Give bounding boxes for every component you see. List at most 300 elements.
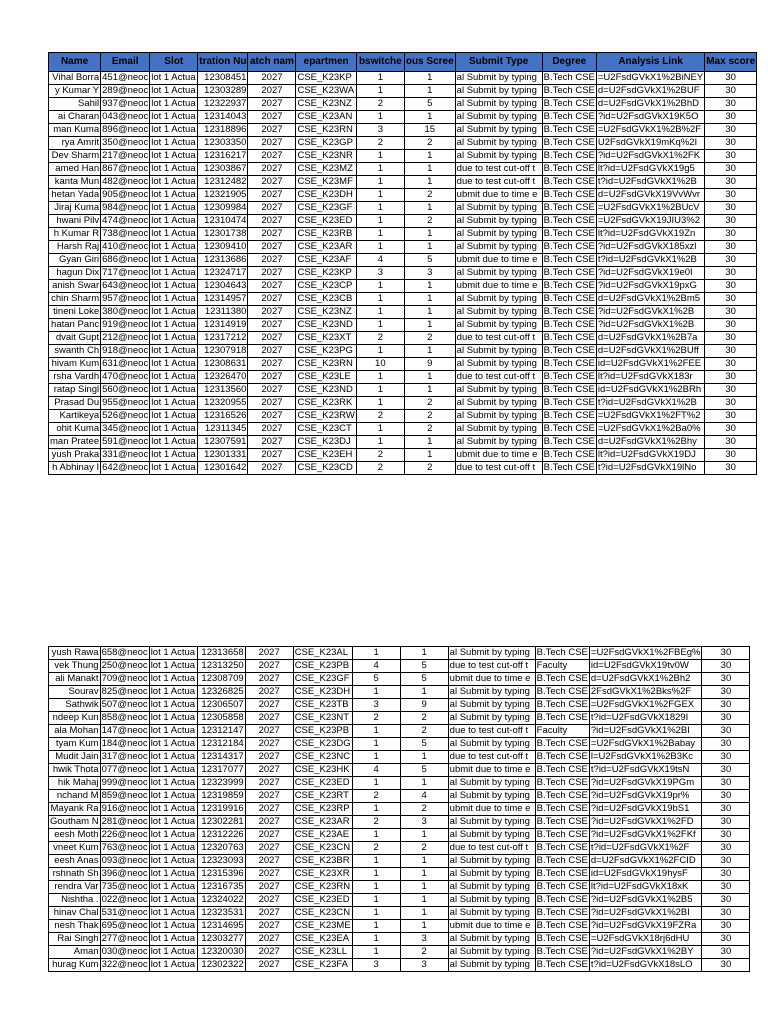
table-cell[interactable]: 1 — [400, 829, 448, 842]
table-cell[interactable]: 317@neoc — [101, 751, 148, 762]
table-cell[interactable]: B.Tech CSE — [543, 72, 595, 83]
table-cell[interactable]: 289@neoc — [102, 85, 149, 96]
table-cell[interactable]: 12311380 — [198, 306, 248, 319]
table-cell[interactable]: 1 — [352, 920, 400, 933]
table-cell[interactable]: 2027 — [245, 868, 293, 881]
table-cell[interactable]: 1 — [352, 647, 400, 660]
table-cell[interactable]: =U2FsdGVkX1%2BiNEY — [597, 72, 704, 83]
table-cell[interactable]: t?id=U2FsdGVkX1%2B — [596, 176, 704, 189]
table-cell[interactable]: CSE_K23BR — [293, 855, 352, 868]
table-row[interactable] — [49, 163, 757, 176]
table-cell[interactable]: 2027 — [248, 228, 296, 241]
table-cell[interactable]: lot 1 Actua — [150, 319, 198, 332]
table-cell[interactable]: 717@neoc — [102, 267, 149, 278]
table-cell[interactable]: 12318896 — [198, 124, 248, 137]
table-cell[interactable]: lot 1 Actua — [150, 462, 198, 475]
table-cell[interactable]: 410@neoc — [102, 241, 149, 252]
column-header[interactable]: tration Nu — [198, 53, 248, 72]
table-cell[interactable]: CSE_K23PB — [293, 725, 352, 738]
table-cell[interactable]: 735@neoc — [101, 881, 148, 892]
table-cell[interactable]: lot 1 Actua — [150, 98, 198, 111]
table-cell[interactable]: eesh Anas — [49, 855, 101, 868]
table-cell[interactable]: 277@neoc — [101, 933, 148, 944]
table-cell[interactable]: 1 — [352, 725, 400, 738]
table-cell[interactable]: dvait Gupt — [49, 332, 101, 345]
table-cell[interactable]: lot 1 Actua — [149, 699, 197, 712]
table-cell[interactable]: 631@neoc — [102, 358, 149, 369]
table-cell[interactable]: 1 — [404, 280, 455, 293]
table-cell[interactable]: 1 — [404, 163, 455, 176]
table-cell[interactable]: 709@neoc — [101, 673, 148, 684]
table-row[interactable] — [49, 462, 757, 475]
table-cell[interactable]: B.Tech CSE — [543, 124, 595, 135]
table-cell[interactable]: 226@neoc — [101, 829, 148, 840]
table-cell[interactable]: 1 — [404, 319, 455, 332]
table-cell[interactable]: ubmit due to time e — [455, 449, 542, 462]
table-cell[interactable]: man Pratee — [50, 436, 100, 447]
table-cell[interactable]: 1 — [356, 150, 404, 163]
table-cell[interactable]: CSE_K23DH — [296, 189, 356, 202]
table-row[interactable] — [49, 124, 757, 137]
table-cell[interactable]: 30 — [702, 686, 750, 699]
table-cell[interactable]: ubmit due to time e — [448, 764, 535, 777]
table-cell[interactable]: 30 — [702, 803, 750, 816]
table-cell[interactable]: kanta Mun — [49, 176, 101, 189]
table-cell[interactable]: lot 1 Actua — [149, 712, 197, 725]
table-cell[interactable]: B.Tech CSE — [536, 855, 588, 866]
table-cell[interactable]: 1 — [352, 751, 400, 764]
table-cell[interactable]: 2 — [400, 842, 448, 855]
table-cell[interactable]: 1 — [404, 202, 455, 215]
table-cell[interactable]: 2027 — [245, 673, 293, 686]
table-cell[interactable]: lt?id=U2FsdGVkX19Zn — [596, 228, 704, 241]
table-cell[interactable]: 1 — [356, 189, 404, 202]
table-cell[interactable]: al Submit by typing — [455, 345, 542, 358]
table-cell[interactable]: lot 1 Actua — [150, 85, 198, 98]
table-cell[interactable]: 12308631 — [198, 358, 248, 371]
table-cell[interactable]: B.Tech CSE — [543, 163, 595, 174]
table-cell[interactable]: 1 — [356, 280, 404, 293]
table-cell[interactable]: 12323531 — [197, 907, 245, 920]
table-cell[interactable]: CSE_K23XT — [296, 332, 356, 345]
table-cell[interactable]: 12311345 — [198, 423, 248, 436]
table-cell[interactable]: 1 — [352, 738, 400, 751]
table-cell[interactable]: 30 — [702, 829, 750, 842]
table-cell[interactable]: 2 — [400, 725, 448, 738]
table-cell[interactable]: yush Rawa — [49, 647, 101, 660]
table-cell[interactable]: 2027 — [248, 215, 296, 228]
table-cell[interactable]: 3 — [400, 959, 448, 972]
table-cell[interactable]: ?id=U2FsdGVkX1%2B — [596, 306, 704, 319]
table-cell[interactable]: t?id=U2FsdGVkX19tsN — [589, 764, 702, 777]
table-cell[interactable]: ?id=U2FsdGVkX1%2BI — [589, 907, 702, 920]
table-cell[interactable]: ?id=U2FsdGVkX185xzl — [596, 241, 704, 254]
table-cell[interactable]: 212@neoc — [102, 332, 149, 343]
table-cell[interactable]: 916@neoc — [101, 803, 148, 814]
table-cell[interactable]: ubmit due to time e — [448, 803, 535, 816]
table-cell[interactable]: B.Tech CSE — [543, 228, 595, 239]
table-cell[interactable]: 30 — [702, 777, 750, 790]
table-cell[interactable]: lot 1 Actua — [150, 72, 198, 85]
table-cell[interactable]: B.Tech CSE — [536, 790, 588, 801]
table-cell[interactable]: 2027 — [248, 124, 296, 137]
table-row[interactable] — [49, 410, 757, 423]
table-cell[interactable]: 2027 — [248, 254, 296, 267]
table-row[interactable] — [49, 686, 750, 699]
table-cell[interactable]: lot 1 Actua — [150, 215, 198, 228]
table-cell[interactable]: 2 — [400, 946, 448, 959]
table-cell[interactable]: 1 — [404, 176, 455, 189]
column-header[interactable]: Analysis Link — [596, 53, 704, 72]
table-cell[interactable]: CSE_K23RB — [296, 228, 356, 241]
table-cell[interactable]: 2 — [404, 410, 455, 423]
table-cell[interactable]: al Submit by typing — [455, 384, 542, 397]
table-cell[interactable]: t?id=U2FsdGVkX19lNo — [596, 462, 704, 475]
table-cell[interactable]: CSE_K23KP — [296, 267, 356, 280]
table-cell[interactable]: 30 — [705, 410, 757, 423]
table-cell[interactable]: 763@neoc — [101, 842, 148, 853]
table-cell[interactable]: CSE_K23AN — [296, 111, 356, 124]
table-cell[interactable]: 1 — [400, 868, 448, 881]
table-cell[interactable]: 12307591 — [198, 436, 248, 449]
table-cell[interactable]: 30 — [702, 647, 750, 660]
table-cell[interactable]: CSE_K23LL — [293, 946, 352, 959]
table-cell[interactable]: tyam Kum — [49, 738, 101, 751]
table-cell[interactable]: CSE_K23TB — [293, 699, 352, 712]
table-cell[interactable]: lot 1 Actua — [149, 660, 197, 673]
table-cell[interactable]: 1 — [400, 647, 448, 660]
table-cell[interactable]: CSE_K23RN — [296, 124, 356, 137]
table-row[interactable] — [49, 267, 757, 280]
table-cell[interactable]: 12317212 — [198, 332, 248, 345]
table-cell[interactable]: h Kumar R — [49, 228, 101, 241]
table-cell[interactable]: 30 — [702, 712, 750, 725]
table-cell[interactable]: CSE_K23NZ — [296, 306, 356, 319]
table-cell[interactable]: hatan Panc — [49, 319, 101, 332]
table-cell[interactable]: 2027 — [245, 803, 293, 816]
table-cell[interactable]: 2027 — [245, 738, 293, 751]
table-cell[interactable]: id=U2FsdGVkX1%2FEE — [596, 358, 704, 371]
table-cell[interactable]: B.Tech CSE — [536, 959, 588, 970]
table-cell[interactable]: lot 1 Actua — [150, 202, 198, 215]
table-cell[interactable]: 686@neoc — [102, 254, 149, 265]
table-cell[interactable]: al Submit by typing — [448, 777, 535, 790]
table-cell[interactable]: 3 — [404, 267, 455, 280]
table-cell[interactable]: lot 1 Actua — [150, 449, 198, 462]
table-cell[interactable]: B.Tech CSE — [536, 829, 588, 840]
table-cell[interactable]: Aman — [49, 946, 101, 959]
table-cell[interactable]: CSE_K23ME — [294, 920, 351, 931]
table-cell[interactable]: 9 — [400, 699, 448, 712]
table-cell[interactable]: 1 — [356, 215, 404, 228]
table-cell[interactable]: 30 — [705, 202, 757, 215]
table-cell[interactable]: 658@neoc — [101, 647, 148, 658]
table-cell[interactable]: al Submit by typing — [448, 881, 535, 894]
table-cell[interactable]: CSE_K23AE — [293, 829, 352, 842]
table-cell[interactable]: al Submit by typing — [455, 319, 542, 332]
table-cell[interactable]: lt?id=U2FsdGVkX19g5 — [596, 163, 704, 176]
table-cell[interactable]: CSE_K23RP — [293, 803, 352, 816]
table-cell[interactable]: CSE_K23PB — [293, 660, 352, 673]
table-cell[interactable]: CSE_K23KP — [296, 72, 356, 85]
table-cell[interactable]: 12313658 — [197, 647, 245, 660]
table-cell[interactable]: 12306507 — [197, 699, 245, 712]
table-cell[interactable]: ubmit due to time e — [448, 920, 535, 933]
table-cell[interactable]: 12316735 — [197, 881, 245, 894]
table-cell[interactable]: lot 1 Actua — [150, 410, 198, 423]
table-row[interactable] — [49, 345, 757, 358]
table-cell[interactable]: rsha Vardh — [49, 371, 101, 384]
table-cell[interactable]: al Submit by typing — [448, 738, 535, 751]
table-cell[interactable]: ubmit due to time e — [455, 254, 542, 267]
table-cell[interactable]: ?id=U2FsdGVkX19bS1 — [589, 803, 702, 816]
table-cell[interactable]: al Submit by typing — [448, 829, 535, 842]
table-cell[interactable]: 30 — [705, 371, 757, 384]
table-cell[interactable]: 147@neoc — [101, 725, 148, 736]
table-cell[interactable]: =U2FsdGVkX1%2BUcV — [596, 202, 704, 215]
table-cell[interactable]: lt?id=U2FsdGVkX183r — [596, 371, 704, 384]
table-cell[interactable]: lot 1 Actua — [150, 397, 198, 410]
table-cell[interactable]: Harsh Raj — [49, 241, 101, 254]
table-cell[interactable]: 322@neoc — [101, 959, 148, 970]
table-cell[interactable]: 1 — [400, 920, 448, 933]
table-cell[interactable]: 1 — [400, 907, 448, 920]
table-cell[interactable]: 30 — [705, 241, 757, 254]
table-cell[interactable]: 12314317 — [197, 751, 245, 764]
table-row[interactable] — [49, 449, 757, 462]
table-cell[interactable]: al Submit by typing — [448, 855, 535, 868]
table-cell[interactable]: 2027 — [245, 881, 293, 894]
table-cell[interactable]: 1 — [356, 241, 404, 254]
column-header[interactable]: ous Scree — [404, 53, 455, 72]
table-cell[interactable]: B.Tech CSE — [543, 371, 595, 382]
table-cell[interactable]: 2027 — [245, 725, 293, 738]
table-cell[interactable]: 30 — [702, 699, 750, 712]
table-cell[interactable]: 2027 — [248, 332, 296, 345]
table-cell[interactable]: 022@neoc — [101, 894, 148, 905]
table-cell[interactable]: 1 — [356, 72, 404, 85]
table-cell[interactable]: B.Tech CSE — [543, 332, 595, 343]
table-cell[interactable]: 30 — [702, 946, 750, 959]
table-cell[interactable]: 30 — [702, 959, 750, 972]
table-cell[interactable]: 184@neoc — [101, 738, 148, 749]
table-cell[interactable]: CSE_K23CB — [296, 293, 356, 306]
table-cell[interactable]: 1 — [404, 72, 455, 85]
table-cell[interactable]: 2 — [356, 449, 404, 462]
table-cell[interactable]: 30 — [705, 358, 757, 371]
table-cell[interactable]: al Submit by typing — [455, 410, 542, 423]
table-cell[interactable]: 5 — [400, 673, 448, 686]
table-cell[interactable]: 30 — [705, 124, 757, 137]
table-cell[interactable]: CSE_K23PG — [296, 345, 356, 358]
table-cell[interactable]: =U2FsdGVkX1%2FBEg% — [590, 647, 701, 658]
table-cell[interactable]: vneet Kum — [49, 842, 101, 855]
table-row[interactable] — [49, 111, 757, 124]
table-cell[interactable]: ?id=U2FsdGVkX19pr% — [589, 790, 702, 803]
table-cell[interactable]: 2 — [356, 137, 404, 150]
table-cell[interactable]: 30 — [705, 85, 757, 98]
table-cell[interactable]: CSE_K23EA — [293, 933, 352, 946]
table-cell[interactable]: 3 — [352, 699, 400, 712]
table-cell[interactable]: 2027 — [245, 699, 293, 712]
table-cell[interactable]: 12314043 — [198, 111, 248, 124]
table-cell[interactable]: 1 — [404, 111, 455, 124]
table-cell[interactable]: 5 — [400, 738, 448, 751]
table-cell[interactable]: 30 — [705, 293, 757, 306]
table-cell[interactable]: B.Tech CSE — [543, 436, 595, 447]
table-cell[interactable]: 12314957 — [198, 293, 248, 306]
table-cell[interactable]: ubmit due to time e — [448, 673, 535, 686]
table-row[interactable] — [49, 855, 750, 868]
table-cell[interactable]: B.Tech CSE — [536, 686, 588, 697]
table-cell[interactable]: al Submit by typing — [448, 647, 535, 660]
table-cell[interactable]: 1 — [400, 855, 448, 868]
table-row[interactable] — [49, 842, 750, 855]
table-cell[interactable]: lot 1 Actua — [150, 150, 198, 163]
table-cell[interactable]: 4 — [400, 790, 448, 803]
table-cell[interactable]: due to test cut-off t — [455, 176, 542, 189]
table-cell[interactable]: 1 — [356, 293, 404, 306]
table-row[interactable] — [49, 189, 757, 202]
table-cell[interactable]: =U2FsdGVkX1%2Ba0% — [596, 423, 704, 436]
table-cell[interactable]: 2027 — [245, 751, 293, 764]
table-cell[interactable]: 2027 — [248, 397, 296, 410]
table-cell[interactable]: Goutham N — [50, 816, 99, 827]
table-cell[interactable]: CSE_K23ED — [293, 777, 352, 790]
table-cell[interactable]: 345@neoc — [102, 423, 149, 434]
table-cell[interactable]: 1 — [404, 85, 455, 98]
table-cell[interactable]: 2 — [352, 816, 400, 829]
table-cell[interactable]: 2027 — [245, 660, 293, 673]
table-cell[interactable]: al Submit by typing — [455, 436, 542, 449]
table-cell[interactable]: lot 1 Actua — [149, 764, 197, 777]
table-cell[interactable]: d=U2FsdGVkX1%2Bm5 — [596, 293, 704, 306]
table-cell[interactable]: al Submit by typing — [448, 816, 535, 829]
table-cell[interactable]: 1 — [352, 803, 400, 816]
table-cell[interactable]: 3 — [356, 124, 404, 137]
table-cell[interactable]: 3 — [356, 267, 404, 280]
table-cell[interactable]: lot 1 Actua — [150, 163, 198, 176]
table-cell[interactable]: 12301642 — [198, 462, 248, 475]
table-cell[interactable]: lot 1 Actua — [150, 332, 198, 345]
table-cell[interactable]: d=U2FsdGVkX1%2FCID — [589, 855, 702, 868]
table-cell[interactable]: B.Tech CSE — [543, 267, 595, 278]
table-cell[interactable]: id=U2FsdGVkX19hysF — [589, 868, 702, 881]
table-cell[interactable]: 396@neoc — [101, 868, 148, 879]
table-cell[interactable]: B.Tech CSE — [543, 111, 595, 122]
table-cell[interactable]: 2 — [356, 98, 404, 111]
table-cell[interactable]: 1 — [404, 345, 455, 358]
table-cell[interactable]: 30 — [705, 384, 757, 397]
table-cell[interactable]: 1 — [352, 881, 400, 894]
table-cell[interactable]: 30 — [702, 790, 750, 803]
table-cell[interactable]: due to test cut-off t — [448, 725, 535, 738]
table-cell[interactable]: 919@neoc — [102, 319, 149, 330]
table-cell[interactable]: lot 1 Actua — [150, 371, 198, 384]
table-cell[interactable]: 2027 — [248, 293, 296, 306]
table-cell[interactable]: =U2FsdGVkX1%2FT%2 — [596, 410, 704, 423]
table-cell[interactable]: B.Tech CSE — [536, 907, 588, 918]
table-cell[interactable]: id=U2FsdGVkX1%2BRh — [596, 384, 704, 397]
table-cell[interactable]: 077@neoc — [101, 764, 148, 775]
table-cell[interactable]: B.Tech CSE — [543, 241, 595, 252]
table-cell[interactable]: lot 1 Actua — [149, 842, 197, 855]
table-row[interactable] — [49, 176, 757, 189]
table-cell[interactable]: al Submit by typing — [455, 202, 542, 215]
table-cell[interactable]: lot 1 Actua — [150, 228, 198, 241]
table-cell[interactable]: 470@neoc — [102, 371, 149, 382]
table-cell[interactable]: 2 — [352, 790, 400, 803]
table-cell[interactable]: CSE_K23MZ — [296, 163, 356, 176]
column-header[interactable]: Name — [49, 53, 101, 72]
table-cell[interactable]: 12305858 — [197, 712, 245, 725]
table-cell[interactable]: 12313560 — [198, 384, 248, 397]
table-cell[interactable]: ndeep Kun — [49, 712, 101, 725]
table-cell[interactable]: CSE_K23FA — [293, 959, 352, 972]
table-cell[interactable]: CSE_K23XR — [293, 868, 352, 881]
table-cell[interactable]: lot 1 Actua — [150, 254, 198, 267]
table-cell[interactable]: 2027 — [248, 111, 296, 124]
table-cell[interactable]: ?id=U2FsdGVkX1%2B — [596, 319, 704, 332]
table-cell[interactable]: Mayank Ra — [49, 803, 101, 816]
table-cell[interactable]: 30 — [705, 176, 757, 189]
table-cell[interactable]: 350@neoc — [102, 137, 149, 148]
table-row[interactable] — [49, 933, 750, 946]
table-cell[interactable]: 2027 — [248, 137, 296, 150]
table-cell[interactable]: 281@neoc — [101, 816, 148, 827]
table-cell[interactable]: CSE_K23NZ — [296, 98, 356, 111]
table-cell[interactable]: CSE_K23NT — [293, 712, 352, 725]
table-cell[interactable]: B.Tech CSE — [536, 803, 588, 814]
table-cell[interactable]: al Submit by typing — [455, 215, 542, 228]
table-cell[interactable]: 738@neoc — [102, 228, 149, 239]
table-cell[interactable]: 1 — [356, 163, 404, 176]
table-cell[interactable]: lot 1 Actua — [150, 111, 198, 124]
table-cell[interactable]: lot 1 Actua — [150, 423, 198, 436]
table-cell[interactable]: 12301331 — [198, 449, 248, 462]
table-cell[interactable]: al Submit by typing — [455, 111, 542, 124]
table-cell[interactable]: B.Tech CSE — [543, 319, 595, 330]
table-cell[interactable]: 12312226 — [197, 829, 245, 842]
table-cell[interactable]: ?id=U2FsdGVkX1%2FKf — [589, 829, 702, 842]
table-cell[interactable]: 1 — [356, 384, 404, 397]
table-cell[interactable]: B.Tech CSE — [543, 358, 595, 369]
table-cell[interactable]: B.Tech CSE — [536, 764, 588, 775]
table-cell[interactable]: h Abhinay I — [49, 462, 101, 475]
table-row[interactable] — [49, 306, 757, 319]
table-cell[interactable]: 451@neoc — [102, 72, 149, 83]
table-cell[interactable]: B.Tech CSE — [536, 842, 588, 853]
table-cell[interactable]: B.Tech CSE — [543, 423, 595, 434]
table-cell[interactable]: 3 — [352, 959, 400, 972]
table-cell[interactable]: lot 1 Actua — [149, 920, 197, 933]
table-cell[interactable]: lot 1 Actua — [149, 816, 197, 829]
table-cell[interactable]: 12319859 — [197, 790, 245, 803]
table-cell[interactable]: ai Charan — [49, 111, 101, 124]
table-cell[interactable]: 2 — [400, 712, 448, 725]
table-cell[interactable]: U2FsdGVkX19mKq%2I — [596, 137, 704, 150]
table-cell[interactable]: lot 1 Actua — [149, 725, 197, 738]
table-cell[interactable]: hivam Kum — [49, 358, 101, 371]
table-cell[interactable]: CSE_K23GP — [296, 137, 356, 150]
table-cell[interactable]: 12302281 — [197, 816, 245, 829]
table-cell[interactable]: 560@neoc — [102, 384, 149, 395]
table-cell[interactable]: 1 — [404, 371, 455, 384]
table-cell[interactable]: lot 1 Actua — [150, 267, 198, 280]
table-row[interactable] — [49, 816, 750, 829]
table-cell[interactable]: =U2FsdGVkX1%2B%2F — [596, 124, 704, 137]
table-cell[interactable]: 30 — [702, 751, 750, 764]
